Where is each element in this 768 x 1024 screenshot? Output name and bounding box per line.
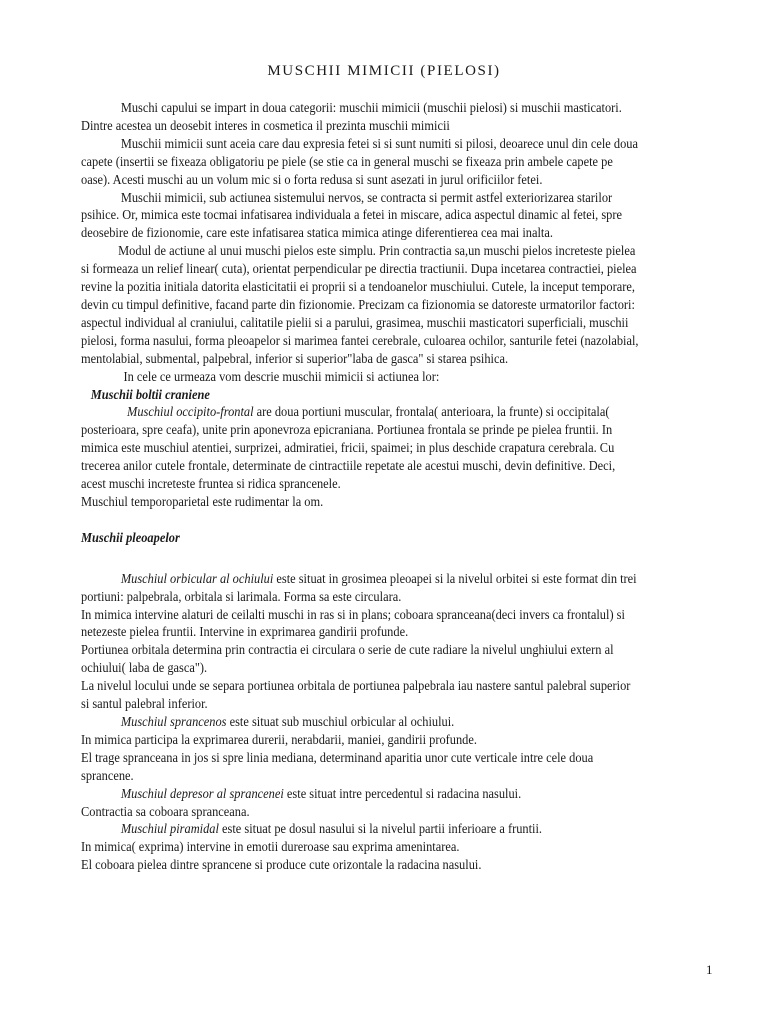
paragraph-transition: In cele ce urmeaza vom descrie muschii mimicii si actiunea lor: [123, 369, 440, 385]
paragraph-palpebral-sulcus: La nivelul locului unde se separa portiunea orbitala de portiunea palpebrala iau nastere santul palebral superior si santul palebral inferior. [81, 679, 631, 713]
paragraph-sprancenos-mimica: In mimica participa la exprimarea durerii, nerabdarii, maniei, gandirii profunde. [81, 732, 477, 748]
paragraph-orbicular-mimica: In mimica intervine alaturi de ceilalti muschi in ras si in plans; coboara spranceana(deci invers ca frontalul) si netezeste pielea fruntii. Intervine in exprimarea gandirii profunde. [81, 607, 625, 641]
paragraph-occipito-frontal [81, 404, 640, 494]
spacer [81, 548, 640, 571]
paragraph-sprancenos [81, 714, 640, 732]
paragraph-text: este situat intre percedentul si radacina nasului. [283, 786, 522, 802]
paragraph-text: este situat pe dosul nasului si la nivelul partii inferioare a fruntii. [218, 822, 543, 838]
muscle-name: Muschiul sprancenos [120, 715, 227, 730]
muscle-name: Muschiul piramidal [120, 822, 219, 838]
paragraph-text: este situat sub muschiul orbicular al ochiului. [226, 715, 455, 730]
paragraph-piramidal-mimica: In mimica( exprima) intervine in emotii dureroase sau exprima amenintarea. [81, 840, 460, 856]
paragraph-orbital-portion: Portiunea orbitala determina prin contractia ei circulara o serie de cute radiare la nivelul unghiului extern al ochiului( laba de gasca"). [81, 643, 614, 677]
section-heading-cranial-vault: Muschii boltii craniene [90, 387, 210, 403]
paragraph-sprancenos-action: El trage spranceana in jos si spre linia mediana, determinand aparitia unor cute verticale intre cele doua sprancene. [81, 750, 594, 784]
paragraph-temporoparietal: Muschiul temporoparietal este rudimentar la om. [81, 494, 324, 510]
paragraph-piramidal-action: El coboara pielea dintre sprancene si produce cute orizontale la radacina nasului. [81, 858, 482, 874]
paragraph-depresor-action: Contractia sa coboara spranceana. [81, 804, 250, 820]
paragraph-text: are doua portiuni muscular, frontala( anterioara, la frunte) si occipitala( posterioara, spre ceafa), unite prin aponevroza epicraniana. Portiunea frontala se prinde pe pielea fruntii. In mimica este muschiul atentiei, surprizei, admiratiei, fricii, spaimei; in plus deschide crapatura cerebrala. Cu trecerea anilor cutele frontale, determinate de cintractiile repetate ale acestui muschi, devin definitive. Deci, acest muschi increteste fruntea si ridica sprancenele. [81, 405, 616, 493]
page-title: MUSCHII MIMICII (PIELOSI) [267, 63, 501, 79]
paragraph-depresor [81, 786, 640, 804]
paragraph-text: este situat in grosimea pleoapei si la nivelul orbitei si este format din trei portiuni: palpebrala, orbitala si larimala. Forma sa este circulara. [81, 571, 637, 605]
spacer [81, 512, 640, 530]
page-number: 1 [706, 962, 713, 977]
section-heading-eyelids: Muschii pleoapelor [81, 530, 180, 546]
paragraph-action-mode: Modul de actiune al unui muschi pielos este simplu. Prin contractia sa,un muschi pielos increteste pielea si formeaza un relief linear( cuta), orientat perpendicular pe directia tractiunii. Dupa incetarea contractiei, pielea revine la pozitia initiala datorita elasticitatii ei proprii si a tendoanelor muschiului. Cutele, la inceput temporare, devin cu timpul definitive, facand parte din fizionomie. Precizam ca fizionomia se datoreste urmatorilor factori: aspectul individual al craniului, calitatile pielii si a parului, grasimea, muschii masticatori superficiali, muschii pielosi, forma nasului, forma pleoapelor si marimea fantei cerebrale, culoarea ochilor, santurile fetei (nazolabial, mentolabial, submental, palpebral, inferior si superior"laba de gasca" si starea psihica. [81, 244, 639, 367]
paragraph-orbicular [81, 571, 640, 607]
muscle-name: Muschiul occipito-frontal [127, 405, 254, 421]
document-body [81, 100, 640, 875]
paragraph-intro: Muschi capului se impart in doua categorii: muschii mimicii (muschii pielosi) si muschii masticatori. Dintre acestea un deosebit interes in cosmetica il prezinta muschii mimicii [81, 101, 622, 134]
paragraph-piramidal [81, 821, 640, 839]
muscle-name: Muschiul orbicular al ochiului [120, 571, 274, 587]
paragraph-mimica: Muschii mimicii, sub actiunea sistemului nervos, se contracta si permit astfel exteriorizarea starilor psihice. Or, mimica este tocmai infatisarea individuala a fetei in miscare, adica aspectul dinamic al fetei, spre deosebire de fizionomie, care este infatisarea statica mimica atinge diferentierea cea mai inalta. [81, 190, 622, 242]
paragraph-definition: Muschii mimicii sunt aceia care dau expresia fetei si si sunt numiti si pilosi, deoarece unul din cele doua capete (insertii se fixeaza obligatoriu pe piele (se stie ca in general muschi se fixeaza prin ambele capete pe oase). Acesti muschi au un volum mic si o forta redusa si sunt asezati in jurul orificiilor fetei. [81, 136, 638, 188]
muscle-name: Muschiul depresor al sprancenei [120, 786, 284, 802]
